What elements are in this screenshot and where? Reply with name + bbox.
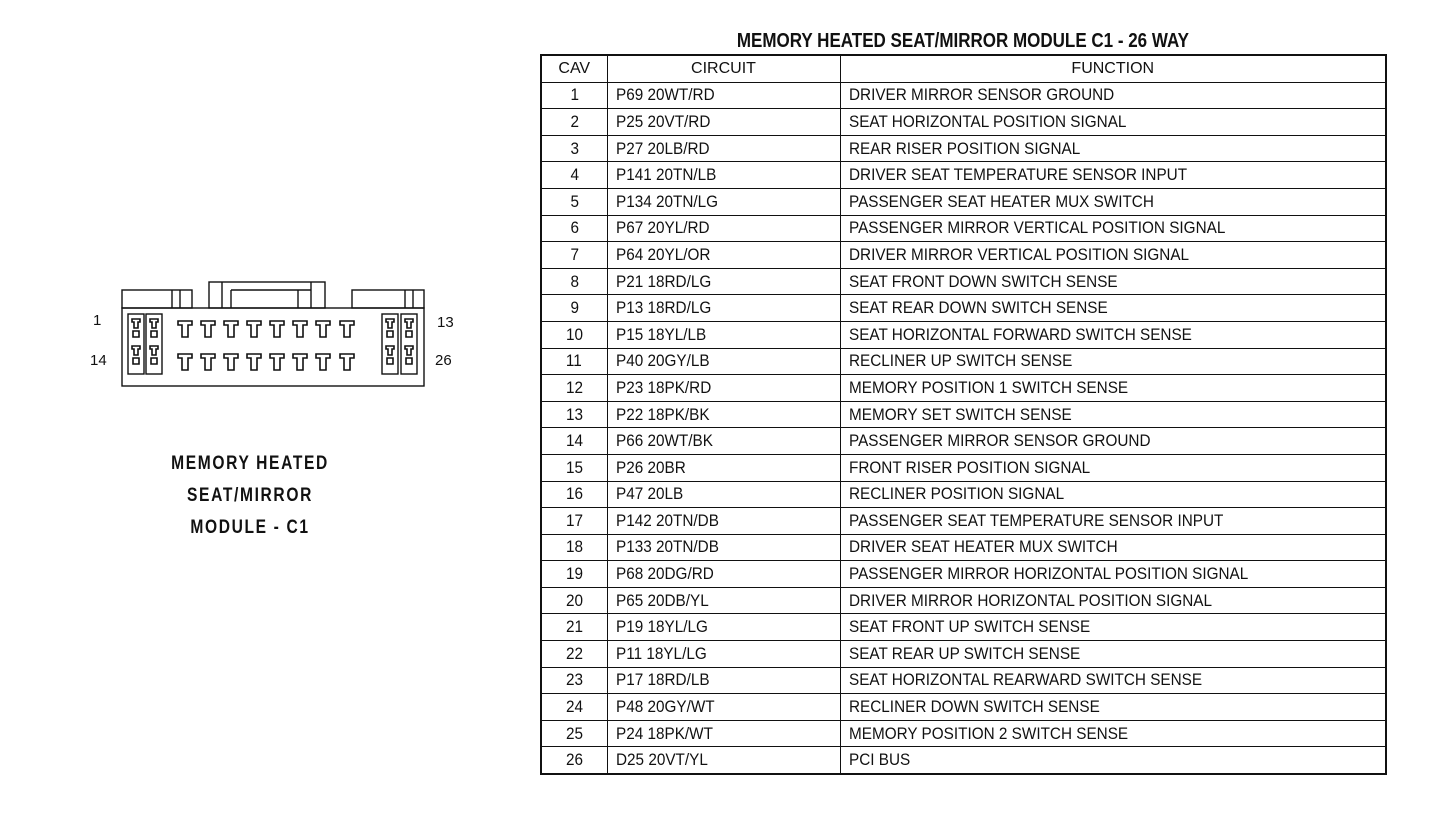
caption-line-3: MODULE - C1 [190, 517, 310, 538]
function-cell: SEAT REAR DOWN SWITCH SENSE [840, 295, 1386, 322]
table-row [541, 534, 1386, 561]
table-row [541, 694, 1386, 721]
connector-face-diagram [85, 276, 465, 396]
cavity-pin-small [405, 319, 413, 337]
cav-cell: 26 [541, 747, 607, 774]
function-cell: SEAT REAR UP SWITCH SENSE [840, 641, 1386, 668]
cavity-pin [270, 321, 284, 337]
circuit-cell: P68 20DG/RD [607, 561, 840, 588]
cav-cell: 7 [541, 242, 607, 269]
function-cell: PASSENGER SEAT HEATER MUX SWITCH [840, 188, 1386, 215]
table-row [541, 587, 1386, 614]
table-row [541, 667, 1386, 694]
table-row [541, 295, 1386, 322]
header-circuit: CIRCUIT [607, 55, 840, 82]
pin-label-1: 1 [93, 312, 102, 329]
table-row [541, 401, 1386, 428]
circuit-cell: P65 20DB/YL [607, 587, 840, 614]
function-cell: SEAT FRONT UP SWITCH SENSE [840, 614, 1386, 641]
cav-cell: 20 [541, 587, 607, 614]
circuit-cell: P23 18PK/RD [607, 375, 840, 402]
circuit-cell: P11 18YL/LG [607, 641, 840, 668]
cavity-pin-small [132, 346, 140, 364]
circuit-cell: P26 20BR [607, 454, 840, 481]
table-row [541, 454, 1386, 481]
cav-cell: 14 [541, 428, 607, 455]
circuit-cell: P48 20GY/WT [607, 694, 840, 721]
cav-cell: 21 [541, 614, 607, 641]
connector-center-lock [209, 282, 325, 308]
function-cell: PASSENGER MIRROR VERTICAL POSITION SIGNAL [840, 215, 1386, 242]
circuit-cell: P22 18PK/BK [607, 401, 840, 428]
function-cell: MEMORY POSITION 1 SWITCH SENSE [840, 375, 1386, 402]
function-cell: DRIVER SEAT HEATER MUX SWITCH [840, 534, 1386, 561]
function-cell: DRIVER MIRROR HORIZONTAL POSITION SIGNAL [840, 587, 1386, 614]
cav-cell: 18 [541, 534, 607, 561]
circuit-cell: D25 20VT/YL [607, 747, 840, 774]
cavity-pin-small [386, 319, 394, 337]
cavity-pin [224, 354, 238, 370]
cavity-pin [293, 321, 307, 337]
function-cell: SEAT HORIZONTAL FORWARD SWITCH SENSE [840, 321, 1386, 348]
cav-cell: 9 [541, 295, 607, 322]
connector-caption [160, 448, 340, 544]
table-row [541, 215, 1386, 242]
table-title: MEMORY HEATED SEAT/MIRROR MODULE C1 - 26 WAY [736, 30, 1190, 52]
table-row [541, 508, 1386, 535]
cavity-pin-small [150, 346, 158, 364]
pin-label-14: 14 [90, 352, 107, 369]
circuit-cell: P15 18YL/LB [607, 321, 840, 348]
function-cell: DRIVER SEAT TEMPERATURE SENSOR INPUT [840, 162, 1386, 189]
circuit-cell: P25 20VT/RD [607, 109, 840, 136]
connector-figure [85, 276, 465, 396]
cav-cell: 8 [541, 268, 607, 295]
cav-cell: 11 [541, 348, 607, 375]
cav-cell: 3 [541, 135, 607, 162]
cav-cell: 23 [541, 667, 607, 694]
cav-cell: 10 [541, 321, 607, 348]
cavity-pin [178, 354, 192, 370]
circuit-cell: P24 18PK/WT [607, 720, 840, 747]
cavity-pin [201, 354, 215, 370]
table-row [541, 561, 1386, 588]
cavity-pin [247, 354, 261, 370]
cavity-pin [316, 321, 330, 337]
cav-cell: 24 [541, 694, 607, 721]
table-row [541, 109, 1386, 136]
cav-cell: 25 [541, 720, 607, 747]
circuit-cell: P66 20WT/BK [607, 428, 840, 455]
cavity-pin-small [150, 319, 158, 337]
cavity-pin [340, 321, 354, 337]
cav-cell: 2 [541, 109, 607, 136]
cav-cell: 5 [541, 188, 607, 215]
circuit-cell: P40 20GY/LB [607, 348, 840, 375]
function-cell: RECLINER POSITION SIGNAL [840, 481, 1386, 508]
pin-label-13: 13 [437, 314, 454, 331]
connector-pins [132, 319, 413, 370]
table-row [541, 614, 1386, 641]
function-cell: MEMORY SET SWITCH SENSE [840, 401, 1386, 428]
table-row [541, 348, 1386, 375]
circuit-cell: P133 20TN/DB [607, 534, 840, 561]
pinout-table [540, 54, 1387, 775]
table-row [541, 428, 1386, 455]
pin-label-26: 26 [435, 352, 452, 369]
cavity-pin-small [386, 346, 394, 364]
circuit-cell: P69 20WT/RD [607, 82, 840, 109]
table-row [541, 188, 1386, 215]
table-row [541, 720, 1386, 747]
table-row [541, 641, 1386, 668]
cavity-pin [316, 354, 330, 370]
circuit-cell: P67 20YL/RD [607, 215, 840, 242]
function-cell: DRIVER MIRROR VERTICAL POSITION SIGNAL [840, 242, 1386, 269]
table-row [541, 481, 1386, 508]
header-function: FUNCTION [840, 55, 1386, 82]
table-row [541, 162, 1386, 189]
circuit-cell: P21 18RD/LG [607, 268, 840, 295]
cav-cell: 1 [541, 82, 607, 109]
cav-cell: 16 [541, 481, 607, 508]
header-cav: CAV [541, 55, 607, 82]
circuit-cell: P64 20YL/OR [607, 242, 840, 269]
connector-left-tab [122, 290, 192, 308]
table-row [541, 135, 1386, 162]
circuit-cell: P141 20TN/LB [607, 162, 840, 189]
cavity-pin-small [132, 319, 140, 337]
function-cell: PASSENGER MIRROR SENSOR GROUND [840, 428, 1386, 455]
cavity-pin [224, 321, 238, 337]
table-row [541, 82, 1386, 109]
circuit-cell: P134 20TN/LG [607, 188, 840, 215]
function-cell: MEMORY POSITION 2 SWITCH SENSE [840, 720, 1386, 747]
connector-housing [122, 308, 424, 386]
function-cell: PASSENGER SEAT TEMPERATURE SENSOR INPUT [840, 508, 1386, 535]
caption-line-1: MEMORY HEATED [171, 453, 329, 474]
table-row [541, 321, 1386, 348]
cav-cell: 22 [541, 641, 607, 668]
function-cell: FRONT RISER POSITION SIGNAL [840, 454, 1386, 481]
function-cell: PASSENGER MIRROR HORIZONTAL POSITION SIGNAL [840, 561, 1386, 588]
circuit-cell: P27 20LB/RD [607, 135, 840, 162]
cavity-pin [178, 321, 192, 337]
cavity-pin [293, 354, 307, 370]
cav-cell: 17 [541, 508, 607, 535]
cav-cell: 12 [541, 375, 607, 402]
circuit-cell: P47 20LB [607, 481, 840, 508]
circuit-cell: P142 20TN/DB [607, 508, 840, 535]
function-cell: PCI BUS [840, 747, 1386, 774]
circuit-cell: P13 18RD/LG [607, 295, 840, 322]
table-row [541, 375, 1386, 402]
function-cell: REAR RISER POSITION SIGNAL [840, 135, 1386, 162]
function-cell: SEAT FRONT DOWN SWITCH SENSE [840, 268, 1386, 295]
function-cell: DRIVER MIRROR SENSOR GROUND [840, 82, 1386, 109]
table-row [541, 268, 1386, 295]
cav-cell: 6 [541, 215, 607, 242]
cav-cell: 19 [541, 561, 607, 588]
function-cell: SEAT HORIZONTAL REARWARD SWITCH SENSE [840, 667, 1386, 694]
cavity-pin [340, 354, 354, 370]
circuit-cell: P19 18YL/LG [607, 614, 840, 641]
cav-cell: 15 [541, 454, 607, 481]
circuit-cell: P17 18RD/LB [607, 667, 840, 694]
cav-cell: 4 [541, 162, 607, 189]
cavity-pin [270, 354, 284, 370]
caption-line-2: SEAT/MIRROR [187, 485, 313, 506]
function-cell: RECLINER DOWN SWITCH SENSE [840, 694, 1386, 721]
table-header-row [541, 55, 1386, 82]
cavity-pin [201, 321, 215, 337]
cav-cell: 13 [541, 401, 607, 428]
cavity-pin-small [405, 346, 413, 364]
cavity-pin [247, 321, 261, 337]
table-row [541, 747, 1386, 774]
function-cell: RECLINER UP SWITCH SENSE [840, 348, 1386, 375]
function-cell: SEAT HORIZONTAL POSITION SIGNAL [840, 109, 1386, 136]
table-row [541, 242, 1386, 269]
